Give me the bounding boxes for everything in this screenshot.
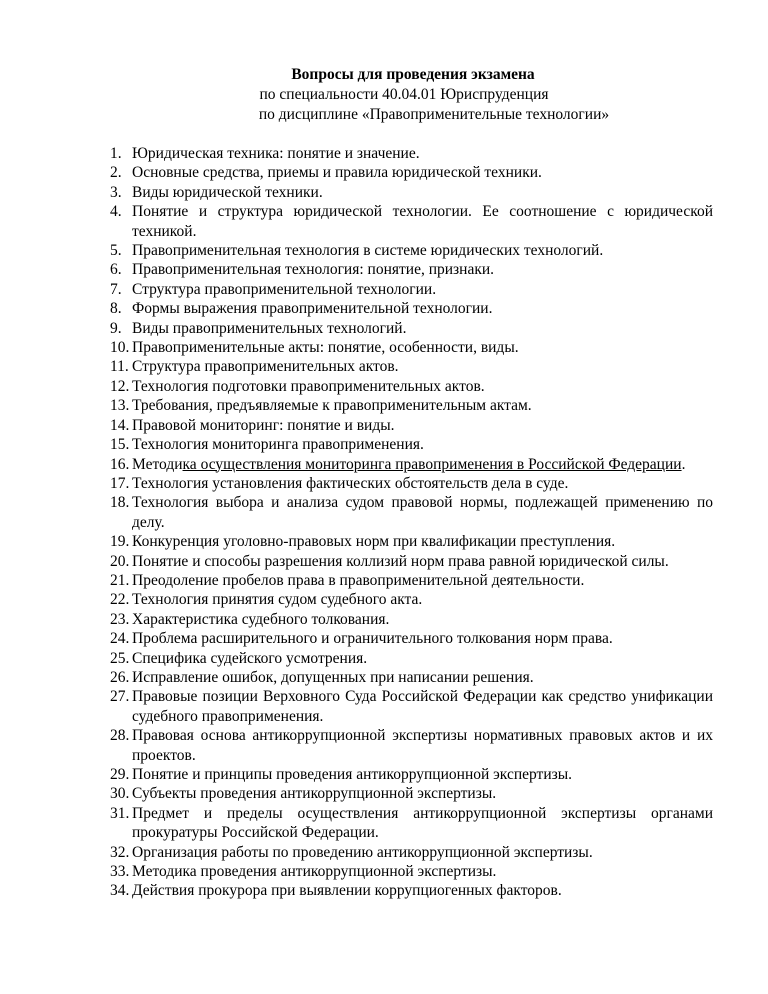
question-text: Правоприменительная технология в системе юридических технологий. [132,242,604,260]
question-text: Технология подготовки правоприменительных актов. [132,377,485,395]
question-text: Понятие и структура юридической технологии. Ее соотношение с юридической техникой. [132,203,713,240]
question-text: Технология установления фактических обстоятельств дела в суде. [132,474,569,492]
questions-list [110,144,713,901]
question-text: Конкуренция уголовно-правовых норм при квалификации преступления. [132,533,616,551]
question-item [110,784,713,803]
discipline-line: по дисциплине «Правоприменительные технологии» [258,106,610,123]
question-item [110,629,713,648]
question-number: 16. [110,455,130,473]
question-item [110,241,713,260]
question-text: Правовая основа антикоррупционной экспертизы нормативных правовых актов и их проектов. [132,727,713,764]
question-text: Технология мониторинга правоприменения. [132,436,424,454]
question-number: 11. [110,358,129,376]
question-text: Юридическая техника: понятие и значение. [132,145,420,162]
specialty-line: по специальности 40.04.01 Юриспруденция [259,86,549,103]
question-number: 33. [110,863,130,881]
question-item [110,357,713,376]
question-text: Требования, предъявляемые к правоприменительным актам. [132,397,532,415]
question-number: 19. [110,533,130,551]
question-number: 26. [110,668,130,686]
question-number: 30. [110,785,130,803]
question-number: 9. [110,319,122,337]
question-item [110,202,713,241]
question-item [110,552,713,571]
question-number: 2. [110,164,122,182]
question-item [110,144,713,163]
document-title: Вопросы для проведения экзамена [291,66,535,83]
question-text: Технология принятия судом судебного акта. [132,591,423,609]
question-item [110,687,713,726]
question-item [110,571,713,590]
question-text: Правоприменительные акты: понятие, особенности, виды. [132,339,519,357]
question-number: 3. [110,183,122,201]
question-text: Структура правоприменительных актов. [132,358,399,376]
question-item [110,299,713,318]
question-item [110,843,713,862]
question-item [110,474,713,493]
question-text: Преодоление пробелов права в правоприменительной деятельности. [132,571,585,589]
question-number: 29. [110,766,130,783]
question-text: Действия прокурора при выявлении коррупциогенных факторов. [132,882,562,900]
question-item [110,338,713,357]
question-text: Виды юридической техники. [132,183,323,201]
question-number: 1. [110,145,122,162]
question-text: Характеристика судебного толкования. [132,610,390,628]
question-text: Проблема расширительного и ограничительного толкования норм права. [132,630,613,648]
question-text: Правовые позиции Верховного Суда Российской Федерации как средство унификации судебного правоприменения. [132,688,713,725]
question-text: Предмет и пределы осуществления антикоррупционной экспертизы органами прокуратуры Российской Федерации. [132,804,713,842]
question-number: 31. [110,804,130,822]
question-number: 32. [110,843,130,861]
question-text: Исправление ошибок, допущенных при написании решения. [132,668,534,686]
question-item [110,396,713,415]
question-text: Методика проведения антикоррупционной экспертизы. [132,863,497,881]
question-number: 20. [110,552,130,570]
question-text: Правоприменительная технология: понятие, признаки. [132,261,495,279]
question-item [110,455,713,474]
question-number: 27. [110,688,130,706]
question-text: Структура правоприменительной технологии. [132,280,437,298]
question-item [110,416,713,435]
question-item [110,881,713,900]
question-number: 24. [110,630,130,648]
question-number: 5. [110,242,122,260]
question-number: 7. [110,280,122,298]
question-number: 25. [110,649,130,667]
question-number: 34. [110,882,130,900]
question-item [110,163,713,182]
question-text: Правовой мониторинг: понятие и виды. [132,416,395,434]
question-item [110,260,713,279]
question-number: 15. [110,436,130,454]
question-item [110,804,713,843]
question-item [110,319,713,338]
question-text: Виды правоприменительных технологий. [132,319,407,337]
question-text: Формы выражения правоприменительной технологии. [132,300,493,318]
question-text: Субъекты проведения антикоррупционной экспертизы. [132,785,497,803]
question-item [110,532,713,551]
question-text: Технология выбора и анализа судом правовой нормы, подлежащей применению по делу. [132,494,713,531]
question-text: Понятие и принципы проведения антикоррупционной экспертизы. [132,766,573,783]
question-number: 4. [110,203,122,221]
question-number: 28. [110,727,130,745]
question-number: 17. [110,474,130,492]
question-text-underlined: ка осуществления мониторинга правоприменения в Российской Федерации [182,455,682,473]
question-item [110,590,713,609]
question-text: Понятие и способы разрешения коллизий норм права равной юридической силы. [132,552,669,570]
question-number: 22. [110,591,130,609]
question-item [110,280,713,299]
question-number: 10. [110,339,130,357]
question-text: Основные средства, приемы и правила юридической техники. [132,164,542,182]
question-text: Специфика судейского усмотрения. [132,649,368,667]
question-number: 18. [110,494,130,512]
question-text-tail: . [681,455,686,473]
document-header [0,65,768,125]
question-item [110,183,713,202]
question-item [110,726,713,765]
question-item [110,862,713,881]
question-number: 14. [110,416,130,434]
question-text: Методи [132,455,183,473]
question-number: 6. [110,261,122,279]
question-item [110,610,713,629]
question-number: 12. [110,377,130,395]
question-item [110,649,713,668]
question-item [110,435,713,454]
question-number: 13. [110,397,130,415]
question-item [110,493,713,532]
question-item [110,765,713,784]
question-text: Организация работы по проведению антикоррупционной экспертизы. [132,843,593,861]
question-item [110,377,713,396]
question-number: 21. [110,571,130,589]
question-number: 23. [110,610,130,628]
question-number: 8. [110,300,122,318]
question-item [110,668,713,687]
